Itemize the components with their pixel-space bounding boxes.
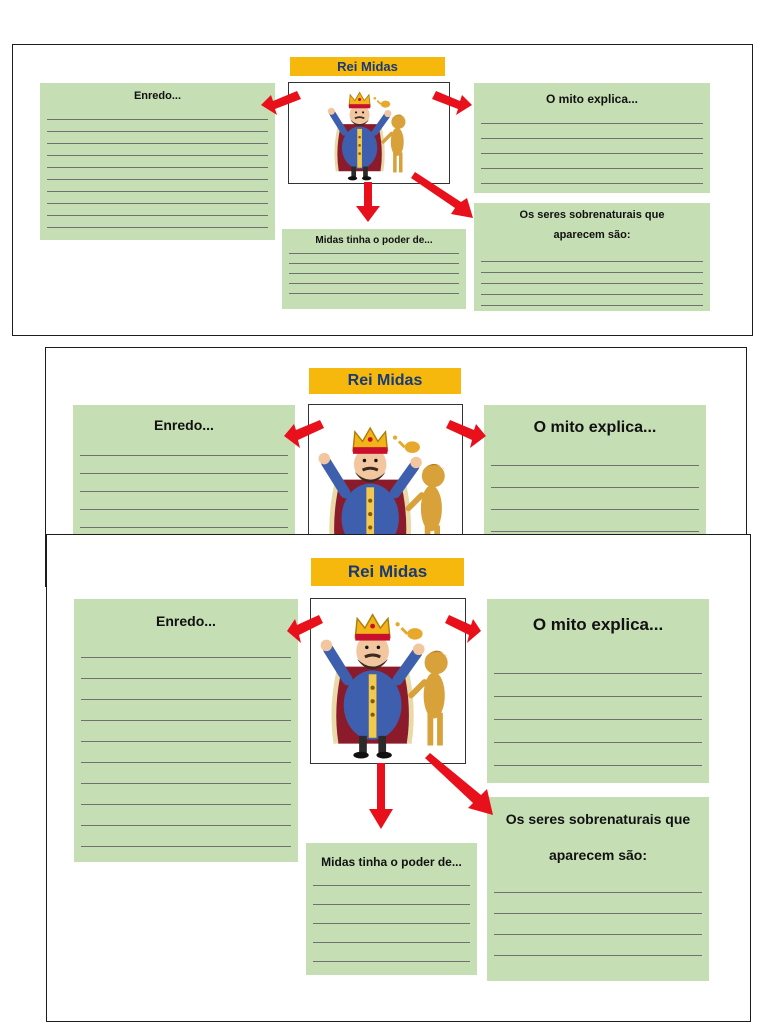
myth-box [474,83,710,193]
power-label: Midas tinha o poder de... [315,235,433,246]
arrow-to-beings [425,753,493,815]
arrow-to-power [369,763,393,829]
writing-lines [494,673,702,788]
arrow-to-myth [445,613,481,643]
writing-lines [47,119,268,239]
arrow-to-power [356,182,380,222]
writing-lines [313,885,470,980]
plot-box [40,83,275,240]
writing-lines [481,123,703,198]
writing-lines [289,253,459,303]
arrow-to-myth [446,418,486,448]
arrow-to-plot [284,418,324,448]
plot-label: Enredo... [133,90,182,102]
myth-label: O mito explica... [533,419,657,436]
arrow-to-beings [411,172,473,218]
myth-label: O mito explica... [545,92,639,106]
power-box [282,229,466,309]
writing-lines [481,261,703,316]
plot-box [74,599,298,862]
arrow-to-plot [287,613,323,643]
beings-label-line2: aparecem são: [553,229,631,241]
plot-label: Enredo... [154,417,214,433]
myth-box [487,599,709,783]
plot-label: Enredo... [156,613,216,629]
king-midas-illustration [288,82,450,184]
arrow-to-plot [261,89,301,115]
power-label: Midas tinha o poder de... [321,855,462,869]
arrow-to-myth [432,89,472,115]
beings-label-line2: aparecem são: [548,847,648,863]
writing-lines [494,892,702,976]
myth-label: O mito explica... [532,615,664,634]
worksheet-copy-1 [12,44,753,336]
beings-label-line1: Os seres sobrenaturais que [505,811,691,827]
beings-box [487,797,709,981]
power-box [306,843,477,975]
title-banner: Rei Midas [290,57,445,76]
writing-lines [81,657,291,867]
beings-box [474,203,710,311]
king-midas-illustration [310,598,466,764]
title-banner: Rei Midas [311,558,464,586]
beings-label-line1: Os seres sobrenaturais que [519,209,665,221]
worksheet-copy-3 [46,534,751,1022]
title-banner: Rei Midas [309,368,461,394]
